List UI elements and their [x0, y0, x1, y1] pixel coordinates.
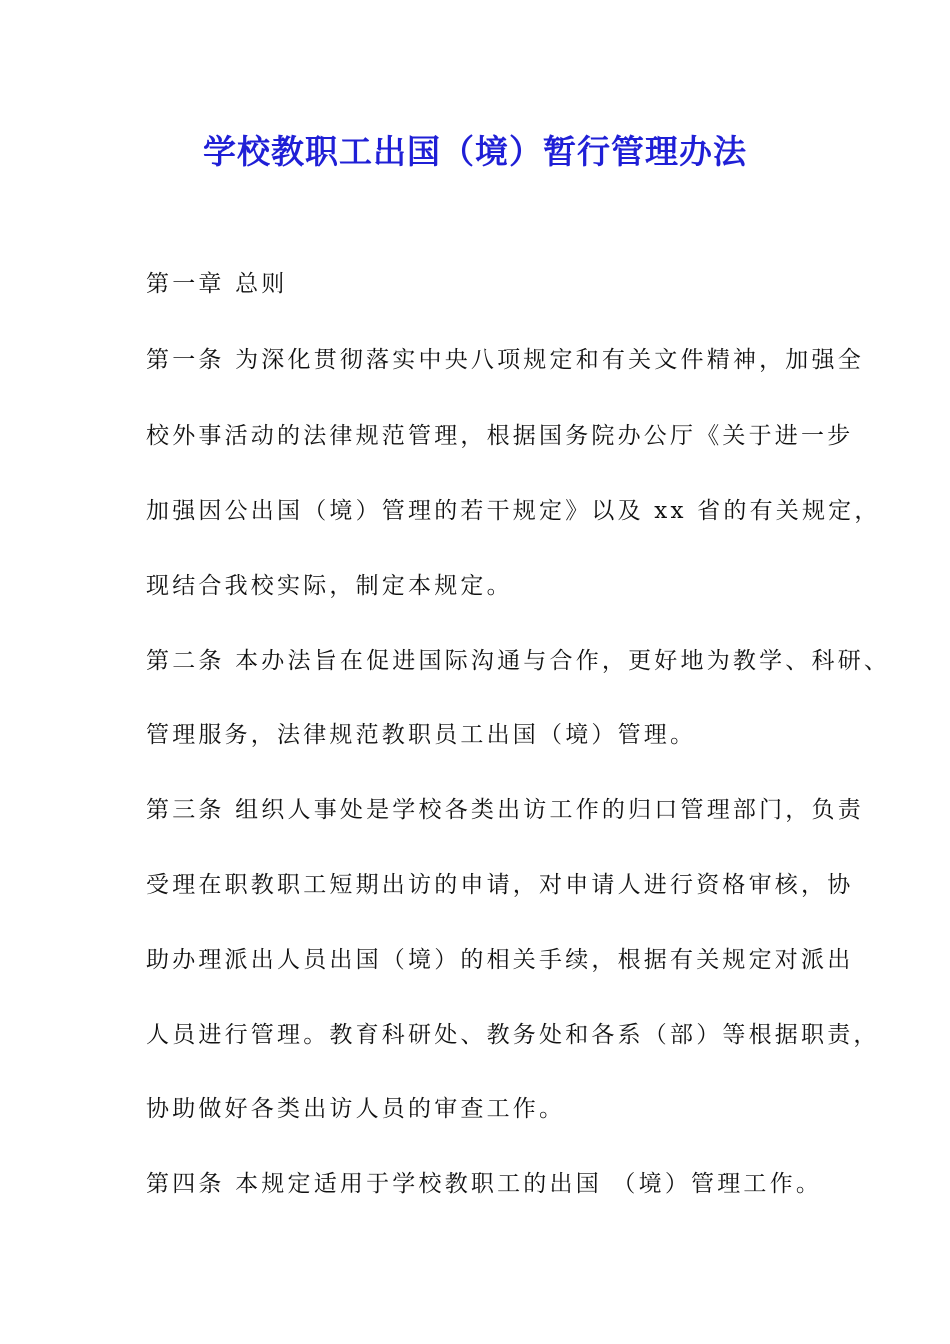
chapter-heading: 第一章 总则 [146, 271, 288, 297]
article-3-line-5: 协助做好各类出访人员的审查工作。 [146, 1096, 566, 1122]
article-1-line-2: 校外事活动的法律规范管理，根据国务院办公厅《关于进一步 [146, 423, 854, 449]
article-4-line-1: 第四条 本规定适用于学校教职工的出国 （境）管理工作。 [146, 1171, 823, 1197]
article-3-line-2: 受理在职教职工短期出访的申请，对申请人进行资格审核，协 [146, 872, 854, 898]
article-2-line-2: 管理服务，法律规范教职员工出国（境）管理。 [146, 722, 697, 748]
article-3-line-3: 助办理派出人员出国（境）的相关手续，根据有关规定对派出 [146, 947, 854, 973]
article-3-line-4: 人员进行管理。教育科研处、教务处和各系（部）等根据职责， [146, 1022, 880, 1048]
article-2-line-1: 第二条 本办法旨在促进国际沟通与合作，更好地为教学、科研、 [146, 648, 891, 674]
article-1-line-4: 现结合我校实际，制定本规定。 [146, 573, 513, 599]
page-title: 学校教职工出国（境）暂行管理办法 [203, 132, 747, 171]
article-1-line-3: 加强因公出国（境）管理的若干规定》以及 xx 省的有关规定， [146, 498, 881, 524]
article-3-line-1: 第三条 组织人事处是学校各类出访工作的归口管理部门，负责 [146, 797, 864, 823]
article-1-line-1: 第一条 为深化贯彻落实中央八项规定和有关文件精神，加强全 [146, 347, 864, 373]
